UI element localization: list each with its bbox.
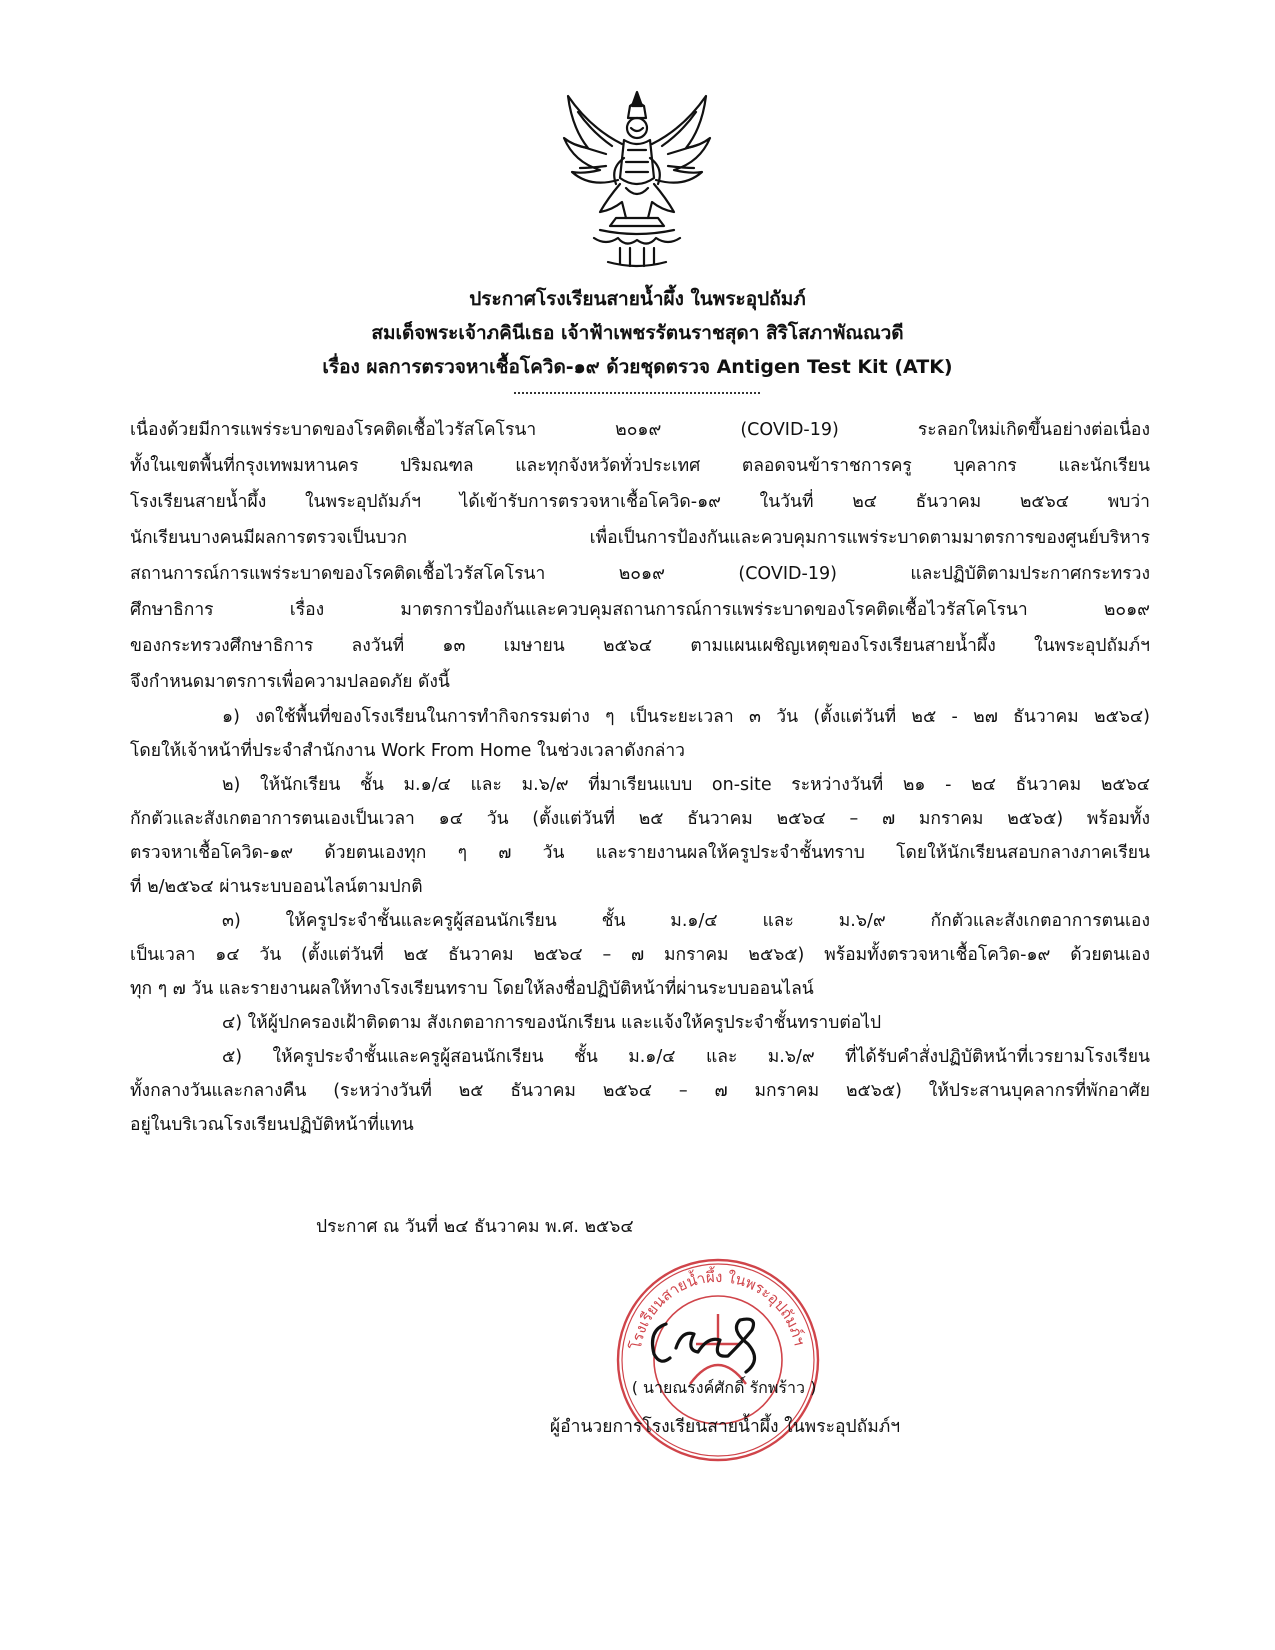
intro-line: ของกระทรวงศึกษาธิการ ลงวันที่ ๑๓ เมษายน ๒๕๖๔ ตามแผนเผชิญเหตุของโรงเรียนสายน้ำผึ้ง ในพระอุปถัมภ์ฯ [130,636,1150,656]
intro-paragraph [130,412,1150,700]
intro-line: นักเรียนบางคนมีผลการตรวจเป็นบวก เพื่อเป็นการป้องกันและควบคุมการแพร่ระบาดตามมาตรการของศูนย์บริหาร [130,528,1150,548]
signer-name: ( นายณรงค์ศักดิ์ รักพร้าว ) [631,1378,817,1397]
header-line-1: ประกาศโรงเรียนสายน้ำผึ้ง ในพระอุปถัมภ์ [469,288,806,310]
measure-line: ทั้งกลางวันและกลางคืน (ระหว่างวันที่ ๒๕ ธันวาคม ๒๕๖๔ – ๗ มกราคม ๒๕๖๕) ให้ประสานบุคลากรที่พักอาศัย [130,1081,1150,1101]
measure-item-3 [130,904,1150,1006]
measure-line: ที่ ๒/๒๕๖๔ ผ่านระบบออนไลน์ตามปกติ [130,877,423,897]
measure-line: ๑) งดใช้พื้นที่ของโรงเรียนในการทำกิจกรรมต่าง ๆ เป็นระยะเวลา ๓ วัน (ตั้งแต่วันที่ ๒๕ - ๒๗ ธันวาคม ๒๕๖๔) [222,707,1150,727]
header-subject: เรื่อง ผลการตรวจหาเชื้อโควิด-๑๙ ด้วยชุดตรวจ Antigen Test Kit (ATK) [322,356,953,378]
measure-line: กักตัวและสังเกตอาการตนเองเป็นเวลา ๑๔ วัน (ตั้งแต่วันที่ ๒๕ ธันวาคม ๒๕๖๔ – ๗ มกราคม ๒๕๖๕) พร้อมทั้ง [130,809,1150,829]
signature-icon [636,1300,796,1380]
intro-line: ศึกษาธิการ เรื่อง มาตรการป้องกันและควบคุมสถานการณ์การแพร่ระบาดของโรคติดเชื้อไวรัสโคโรนา ๒๐๑๙ [130,600,1150,620]
measure-line: ตรวจหาเชื้อโควิด-๑๙ ด้วยตนเองทุก ๆ ๗ วัน และรายงานผลให้ครูประจำชั้นทราบ โดยให้นักเรียนสอบกลางภาคเรียน [130,843,1150,863]
stamp-text: โรงเรียนสายน้ำผึ้ง ในพระอุปถัมภ์ฯ [626,1267,809,1351]
announcement-header [0,282,1275,384]
intro-line: สถานการณ์การแพร่ระบาดของโรคติดเชื้อไวรัสโคโรนา ๒๐๑๙ (COVID-19) และปฏิบัติตามประกาศกระทรวง [130,564,1150,584]
announcement-date: ประกาศ ณ วันที่ ๒๔ ธันวาคม พ.ศ. ๒๕๖๔ [316,1217,634,1237]
announcement-body [130,412,1150,1142]
measure-line: ๕) ให้ครูประจำชั้นและครูผู้สอนนักเรียน ชั้น ม.๑/๔ และ ม.๖/๙ ที่ได้รับคำสั่งปฏิบัติหน้าที่เวรยามโรงเรียน [222,1047,1150,1067]
measure-line: โดยให้เจ้าหน้าที่ประจำสำนักงาน Work From Home ในช่วงเวลาดังกล่าว [130,741,686,761]
measure-line: ๓) ให้ครูประจำชั้นและครูผู้สอนนักเรียน ชั้น ม.๑/๔ และ ม.๖/๙ กักตัวและสังเกตอาการตนเอง [222,911,1150,931]
measure-line: ทุก ๆ ๗ วัน และรายงานผลให้ทางโรงเรียนทราบ โดยให้ลงชื่อปฏิบัติหน้าที่ผ่านระบบออนไลน์ [130,979,814,999]
header-line-2: สมเด็จพระเจ้าภคินีเธอ เจ้าฟ้าเพชรรัตนราชสุดา สิริโสภาพัณณวดี [371,322,904,344]
signer-title: ผู้อำนวยการโรงเรียนสายน้ำผึ้ง ในพระอุปถัมภ์ฯ [549,1417,901,1437]
measure-item-2 [130,768,1150,904]
measure-item-1 [130,700,1150,768]
intro-line: ทั้งในเขตพื้นที่กรุงเทพมหานคร ปริมณฑล และทุกจังหวัดทั่วประเทศ ตลอดจนข้าราชการครู บุคลากร และนักเรียน [130,456,1150,476]
intro-line: เนื่องด้วยมีการแพร่ระบาดของโรคติดเชื้อไวรัสโคโรนา ๒๐๑๙ (COVID-19) ระลอกใหม่เกิดขึ้นอย่างต่อเนื่อง [130,420,1150,440]
measure-line: ๒) ให้นักเรียน ชั้น ม.๑/๔ และ ม.๖/๙ ที่มาเรียนแบบ on-site ระหว่างวันที่ ๒๑ - ๒๔ ธันวาคม ๒๕๖๔ [222,775,1150,795]
intro-line: โรงเรียนสายน้ำผึ้ง ในพระอุปถัมภ์ฯ ได้เข้ารับการตรวจหาเชื้อโควิด-๑๙ ในวันที่ ๒๔ ธันวาคม ๒๕๖๔ พบว่า [130,492,1150,512]
measure-item-5 [130,1040,1150,1142]
measure-line: เป็นเวลา ๑๔ วัน (ตั้งแต่วันที่ ๒๕ ธันวาคม ๒๕๖๔ – ๗ มกราคม ๒๕๖๕) พร้อมทั้งตรวจหาเชื้อโควิด-๑๙ ด้วยตนเอง [130,945,1150,965]
header-separator [514,392,760,394]
measure-item-4 [130,1006,1150,1040]
garuda-emblem-icon [560,88,714,268]
measure-line: ๔) ให้ผู้ปกครองเฝ้าติดตาม สังเกตอาการของนักเรียน และแจ้งให้ครูประจำชั้นทราบต่อไป [222,1013,882,1033]
measure-line: อยู่ในบริเวณโรงเรียนปฏิบัติหน้าที่แทน [130,1115,414,1135]
intro-line: จึงกำหนดมาตรการเพื่อความปลอดภัย ดังนี้ [130,672,450,692]
